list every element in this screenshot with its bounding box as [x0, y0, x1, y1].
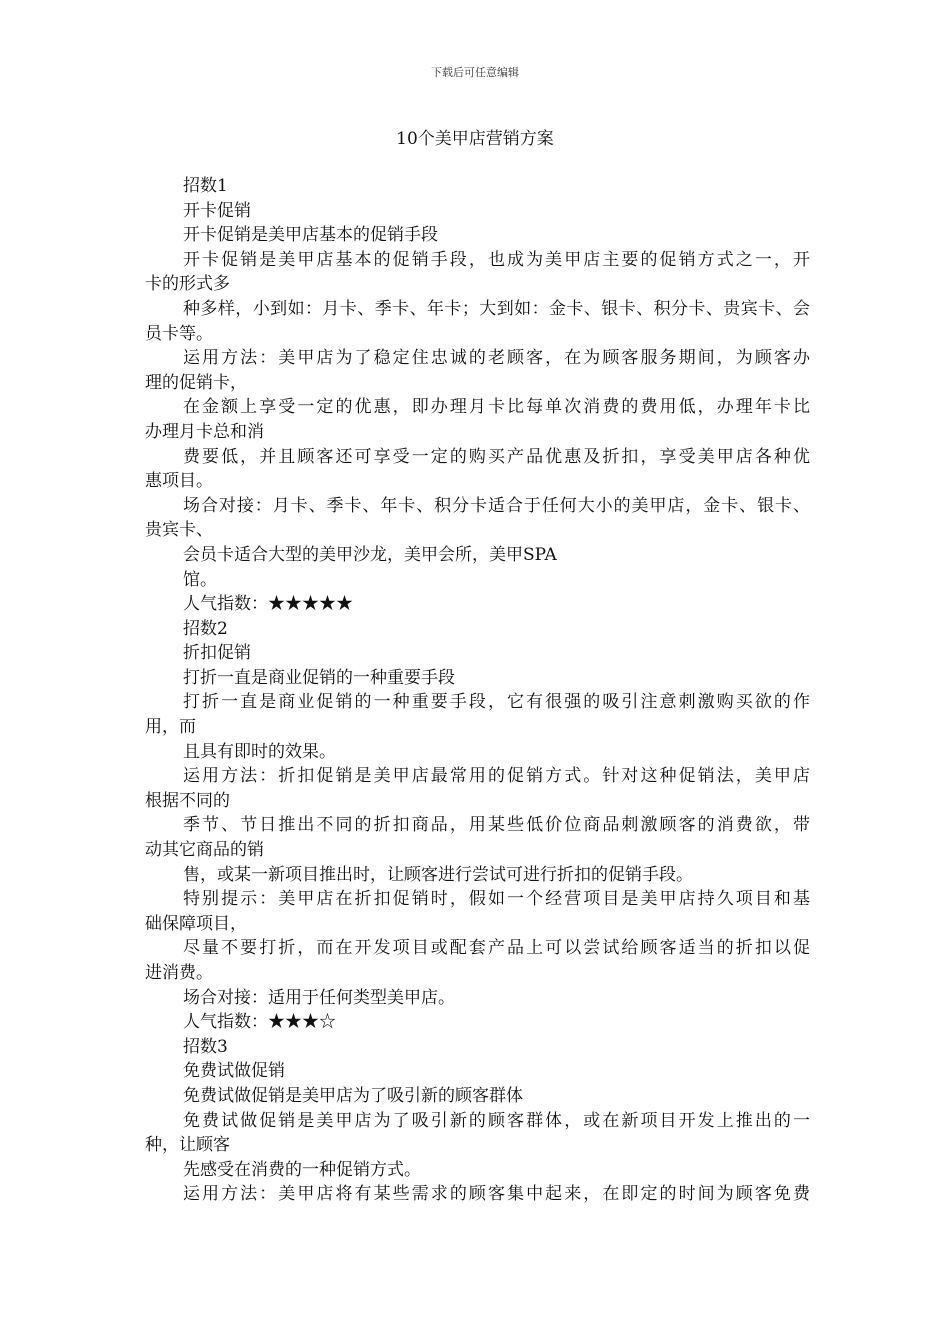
paragraph-line: 卡的形式多: [145, 274, 230, 295]
paragraph-line: 运用方法：美甲店为了稳定住忠诚的老顾客，在为顾客服务期间，为顾客办: [183, 348, 810, 369]
paragraph-line: 特别提示：美甲店在折扣促销时，假如一个经营项目是美甲店持久项目和基: [183, 889, 810, 910]
section-heading: 招数3: [183, 1036, 228, 1057]
header-note: 下载后可任意编辑: [431, 66, 519, 79]
popularity-rating: 人气指数：★★★★★: [183, 594, 353, 615]
paragraph-line: 季节、节日推出不同的折扣商品，用某些低价位商品刺激顾客的消费欲，带: [183, 815, 810, 836]
popularity-rating: 人气指数：★★★☆: [183, 1012, 336, 1033]
section-heading: 招数2: [183, 618, 228, 639]
paragraph-line: 种多样，小到如：月卡、季卡、年卡；大到如：金卡、银卡、积分卡、贵宾卡、会: [183, 298, 810, 319]
paragraph-line: 动其它商品的销: [145, 840, 264, 861]
paragraph-line: 理的促销卡，: [145, 372, 247, 393]
paragraph-line: 础保障项目，: [145, 913, 247, 934]
paragraph-line: 在金额上享受一定的优惠，即办理月卡比每单次消费的费用低，办理年卡比: [183, 397, 810, 418]
paragraph-line: 免费试做促销是美甲店为了吸引新的顾客群体: [183, 1085, 523, 1106]
paragraph-line: 办理月卡总和消: [145, 421, 264, 442]
section-subtitle: 折扣促销: [183, 643, 251, 664]
paragraph-line: 会员卡适合大型的美甲沙龙，美甲会所，美甲SPA: [183, 544, 557, 565]
section-subtitle: 免费试做促销: [183, 1061, 285, 1082]
paragraph-line: 馆。: [183, 569, 217, 590]
paragraph-line: 贵宾卡、: [145, 520, 213, 541]
paragraph-line: 打折一直是商业促销的一种重要手段: [183, 667, 455, 688]
document-body: [145, 174, 810, 1207]
paragraph-line: 运用方法：美甲店将有某些需求的顾客集中起来，在即定的时间为顾客免费: [183, 1184, 810, 1205]
paragraph-line: 惠项目。: [145, 471, 213, 492]
paragraph-line: 员卡等。: [145, 323, 213, 344]
paragraph-line: 进消费。: [145, 963, 213, 983]
section-heading: 招数1: [183, 176, 228, 196]
paragraph-line: 场合对接：月卡、季卡、年卡、积分卡适合于任何大小的美甲店，金卡、银卡、: [183, 495, 810, 516]
paragraph-line: 先感受在消费的一种促销方式。: [183, 1159, 421, 1180]
paragraph-line: 打折一直是商业促销的一种重要手段，它有很强的吸引注意刺激购买欲的作: [183, 692, 810, 713]
document-title: 10个美甲店营销方案: [396, 129, 554, 149]
paragraph-line: 用，而: [145, 717, 196, 738]
paragraph-line: 种，让顾客: [145, 1135, 230, 1156]
paragraph-line: 根据不同的: [145, 790, 230, 811]
paragraph-line: 免费试做促销是美甲店为了吸引新的顾客群体，或在新项目开发上推出的一: [183, 1110, 810, 1131]
paragraph-line: 开卡促销是美甲店基本的促销手段: [183, 225, 438, 246]
paragraph-line: 尽量不要打折，而在开发项目或配套产品上可以尝试给顾客适当的折扣以促: [183, 938, 810, 959]
paragraph-line: 售，或某一新项目推出时，让顾客进行尝试可进行折扣的促销手段。: [183, 864, 693, 885]
paragraph-line: 场合对接：适用于任何类型美甲店。: [183, 987, 455, 1008]
section-subtitle: 开卡促销: [183, 200, 251, 221]
paragraph-line: 开卡促销是美甲店基本的促销手段，也成为美甲店主要的促销方式之一，开: [183, 249, 810, 270]
paragraph-line: 运用方法：折扣促销是美甲店最常用的促销方式。针对这种促销法，美甲店: [183, 766, 810, 787]
paragraph-line: 费要低，并且顾客还可享受一定的购买产品优惠及折扣，享受美甲店各种优: [183, 446, 810, 467]
paragraph-line: 且具有即时的效果。: [183, 741, 336, 762]
